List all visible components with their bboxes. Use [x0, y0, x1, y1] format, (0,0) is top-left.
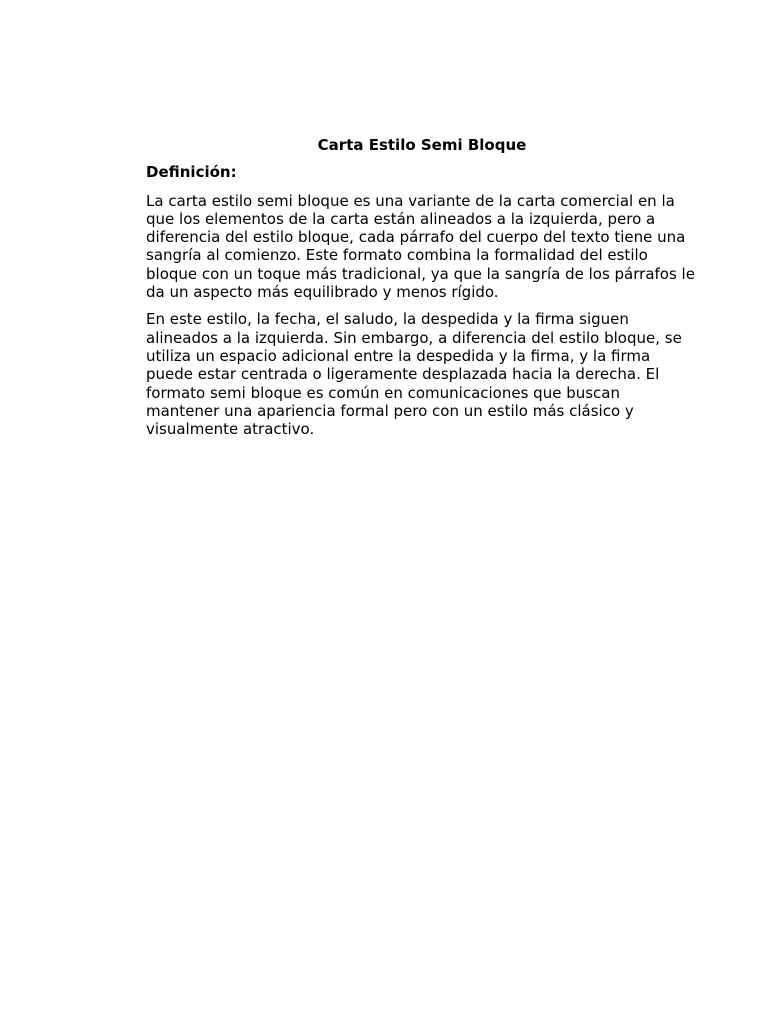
document-title: Carta Estilo Semi Bloque: [317, 136, 527, 154]
body-paragraph-2: En este estilo, la fecha, el saludo, la despedida y la firma siguen alineados a la izquierda. Sin embargo, a diferencia del estilo bloque, se utiliza un espacio adicional entre la despedida y la firma, y la firma puede estar centrada o ligeramente desplazada hacia la derecha. El formato semi bloque es común en comunicaciones que buscan mantener una apariencia formal pero con un estilo más clásico y visualmente atractivo.: [146, 310, 682, 439]
section-heading: Definición:: [146, 163, 237, 182]
body-paragraph-1: La carta estilo semi bloque es una variante de la carta comercial en la que los elementos de la carta están alineados a la izquierda, pero a diferencia del estilo bloque, cada párrafo del cuerpo del texto tiene una sangría al comienzo. Este formato combina la formalidad del estilo bloque con un toque más tradicional, ya que la sangría de los párrafos le da un aspecto más equilibrado y menos rígido.: [146, 191, 695, 302]
document-body: [146, 136, 698, 447]
